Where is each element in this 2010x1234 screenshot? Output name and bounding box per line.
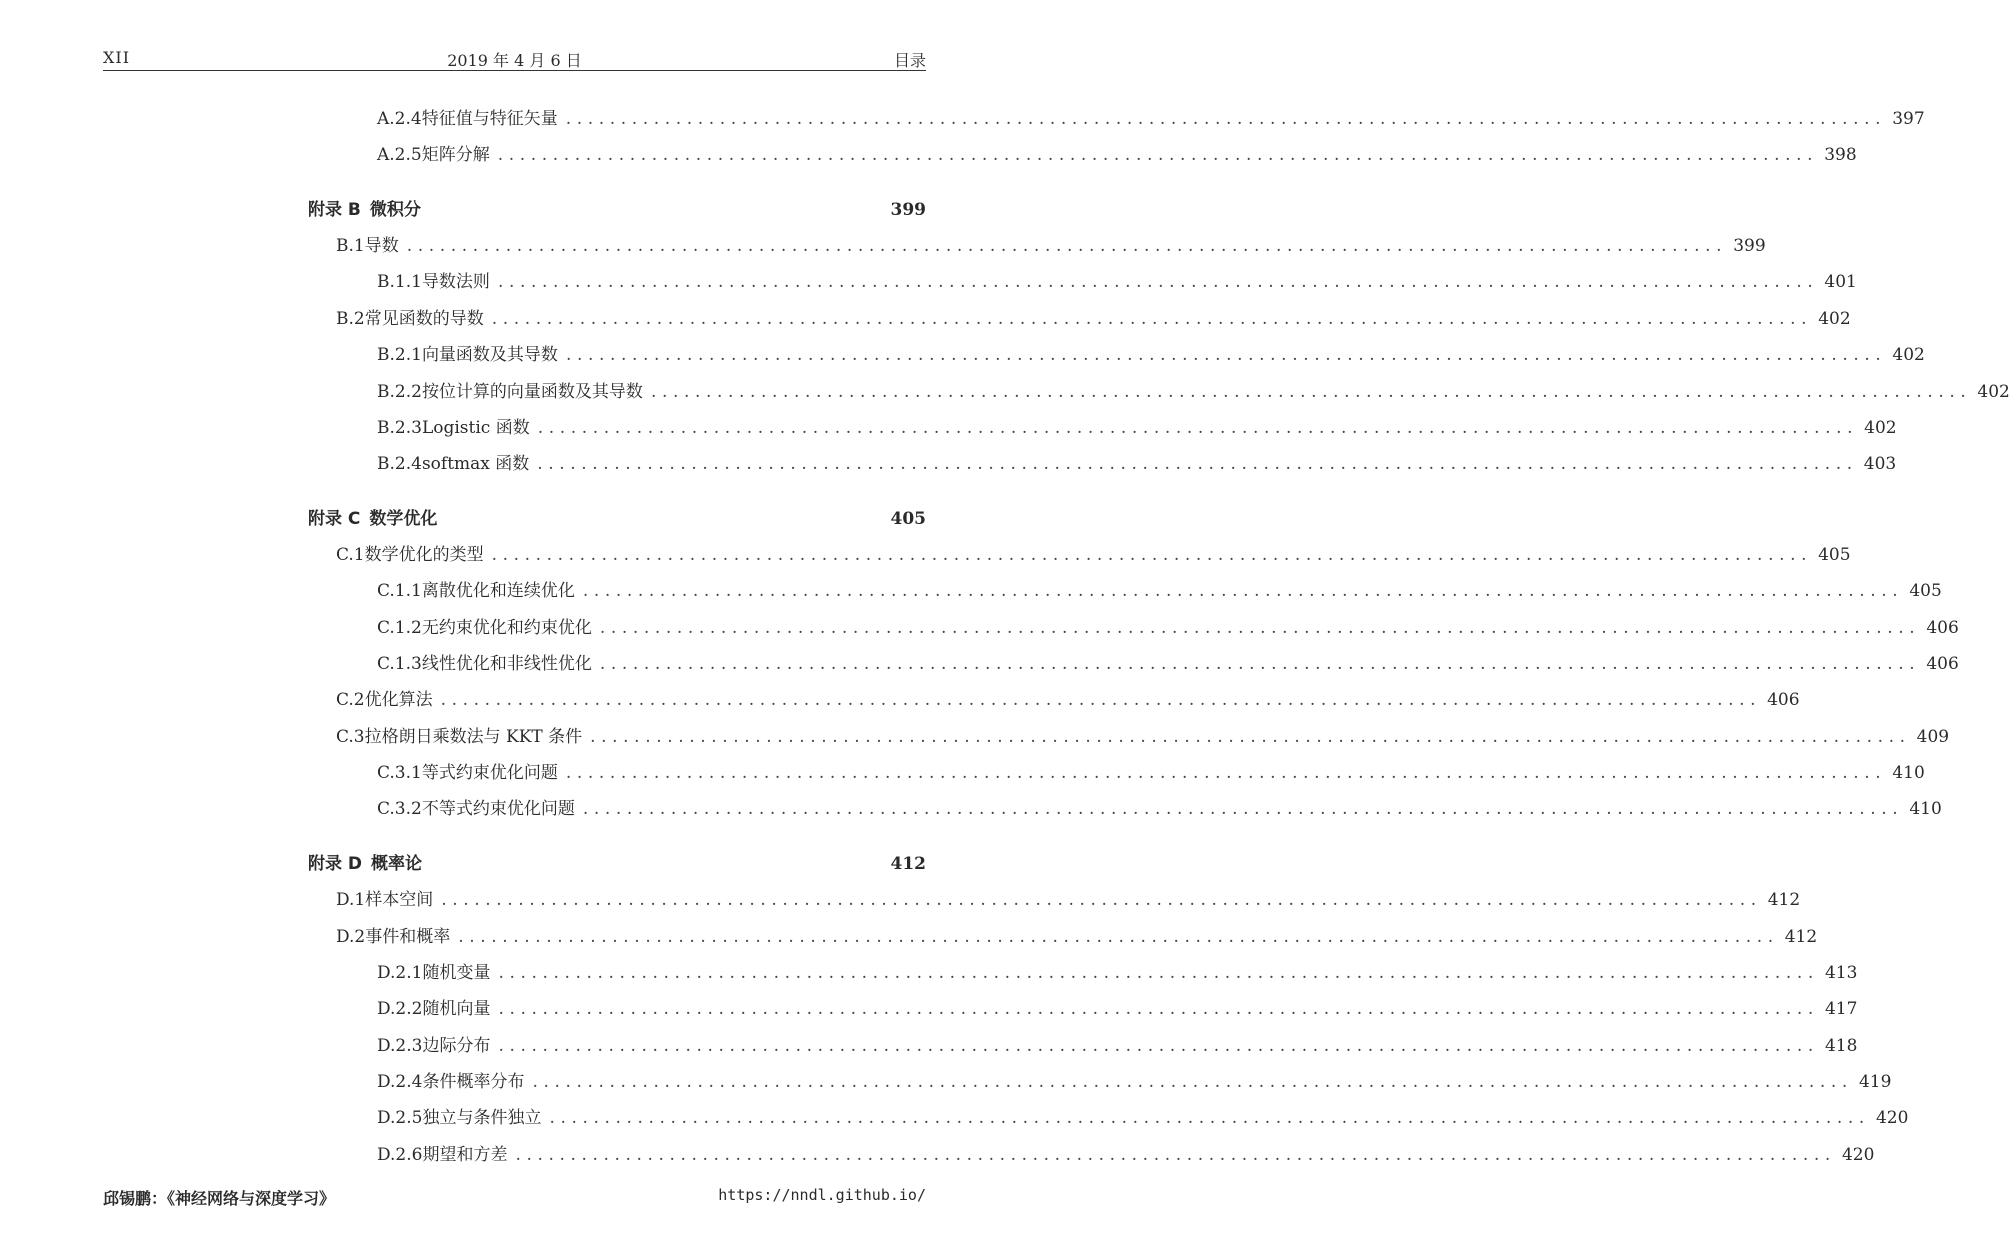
- toc-entry-title: 等式约束优化问题: [421, 763, 558, 783]
- header-date: 2019 年 4 月 6 日: [447, 51, 582, 70]
- toc-entry-page-number: 401: [1824, 272, 1857, 292]
- toc-entry-number: D.2: [336, 927, 366, 947]
- toc-entry-number: B.1.1: [377, 272, 422, 292]
- toc-entry-page-number: 406: [1767, 690, 1800, 710]
- toc-entry-title: 不等式约束优化问题: [421, 799, 575, 819]
- toc-entry-number: B.2.2: [377, 382, 422, 402]
- toc-entry-title: 事件和概率: [365, 927, 451, 947]
- toc-entry-page-number: 402: [1892, 345, 1925, 365]
- toc-entry-title: 导数法则: [421, 272, 490, 292]
- toc-entry-number: C.1.3: [377, 654, 422, 674]
- toc-leader-dots: ........................................................................................................................: [565, 345, 1887, 365]
- toc-entry-title: 微积分: [369, 200, 421, 220]
- toc-entry-number: C.3.1: [377, 763, 422, 783]
- toc-entry[interactable]: [377, 1031, 1858, 1057]
- toc-entry-number: B.2: [336, 309, 365, 329]
- footer-book-title: 邱锡鹏：《神经网络与深度学习》: [103, 1189, 336, 1208]
- toc-entry-number: D.2.1: [377, 963, 423, 983]
- toc-entry[interactable]: [336, 304, 1851, 330]
- toc-leader-dots: ........................................................................................................................: [532, 1072, 1853, 1092]
- toc-entry[interactable]: [336, 722, 1950, 748]
- toc-leader-dots: ........................................................................................................................: [491, 309, 1813, 329]
- toc-leader-dots: ........................................................................................................................: [599, 654, 1921, 674]
- toc-entry-title: 特征值与特征矢量: [421, 109, 558, 129]
- toc-entry-title: softmax 函数: [421, 454, 530, 474]
- toc-entry-number: A.2.5: [377, 145, 422, 165]
- toc-entry-number: D.1: [336, 890, 366, 910]
- toc-entry-number: D.2.2: [377, 999, 423, 1019]
- toc-leader-dots: ........................................................................................................................: [458, 927, 1779, 947]
- footer-url[interactable]: https://nndl.github.io/: [718, 1186, 926, 1204]
- toc-entry-page-number: 410: [1892, 763, 1925, 783]
- toc-entry-title: 概率论: [371, 854, 423, 874]
- toc-entry-title: 数学优化的类型: [364, 545, 484, 565]
- toc-entry-page-number: 398: [1824, 145, 1857, 165]
- toc-entry-title: 条件概率分布: [422, 1072, 525, 1092]
- toc-entry[interactable]: [377, 449, 1897, 475]
- toc-entry-title: 按位计算的向量函数及其导数: [421, 382, 643, 402]
- toc-entry[interactable]: [336, 885, 1801, 911]
- toc-entry-title: 无约束优化和约束优化: [421, 618, 592, 638]
- toc-entry-title: 优化算法: [364, 690, 433, 710]
- toc-entry-number: D.2.3: [377, 1036, 423, 1056]
- toc-leader-dots: ........................................................................................................................: [565, 109, 1887, 129]
- toc-leader-dots: ........................................................................................................................: [497, 272, 1819, 292]
- toc-leader-dots: ........................................................................................................................: [650, 382, 1972, 402]
- toc-entry-page-number: 406: [1926, 618, 1959, 638]
- toc-entry[interactable]: [377, 340, 1925, 366]
- toc-entry-page-number: 417: [1824, 999, 1858, 1019]
- toc-entry-title: 数学优化: [369, 509, 438, 529]
- toc-leader-dots: ........................................................................................................................: [549, 1108, 1870, 1128]
- toc-entry[interactable]: [377, 1067, 1892, 1093]
- toc-entry-page-number: 413: [1824, 963, 1858, 983]
- toc-chapter-entry[interactable]: [308, 849, 926, 875]
- toc-entry-title: 矩阵分解: [421, 145, 490, 165]
- page-footer: [103, 1186, 926, 1210]
- toc-entry-title: 期望和方差: [422, 1145, 508, 1165]
- toc-entry-number: C.3.2: [377, 799, 422, 819]
- toc-entry-number: 附录 B: [308, 200, 361, 220]
- toc-entry-title: 导数: [364, 236, 399, 256]
- toc-entry[interactable]: [377, 104, 1925, 130]
- toc-entry-number: D.2.5: [377, 1108, 423, 1128]
- toc-entry-page-number: 402: [1818, 309, 1851, 329]
- toc-entry-page-number: 419: [1858, 1072, 1892, 1092]
- toc-entry-title: 线性优化和非线性优化: [421, 654, 592, 674]
- toc-entry[interactable]: [377, 1140, 1875, 1166]
- toc-entry-page-number: 399: [1733, 236, 1766, 256]
- toc-leader-dots: ........................................................................................................................: [537, 418, 1859, 438]
- toc-entry-page-number: 409: [1916, 727, 1950, 747]
- toc-entry-number: B.2.4: [377, 454, 422, 474]
- toc-leader-dots: ........................................................................................................................: [599, 618, 1921, 638]
- toc-entry-title: 常见函数的导数: [364, 309, 484, 329]
- toc-entry-number: B.1: [336, 236, 365, 256]
- toc-leader-dots: ........................................................................................................................: [515, 1145, 1836, 1165]
- toc-entry-page-number: 420: [1875, 1108, 1909, 1128]
- toc-entry-number: D.2.6: [377, 1145, 423, 1165]
- toc-entry-page-number: 399: [890, 200, 926, 220]
- toc-entry-number: 附录 D: [308, 854, 363, 874]
- toc-entry[interactable]: [377, 576, 1942, 602]
- toc-leader-dots: ........................................................................................................................: [582, 799, 1904, 819]
- toc-leader-dots: ........................................................................................................................: [441, 890, 1762, 910]
- toc-entry[interactable]: [336, 922, 1818, 948]
- toc-entry[interactable]: [336, 231, 1766, 257]
- toc-leader-dots: ........................................................................................................................: [582, 581, 1904, 601]
- toc-chapter-entry[interactable]: [308, 195, 926, 221]
- toc-entry[interactable]: [377, 1103, 1909, 1129]
- toc-leader-dots: ........................................................................................................................: [497, 145, 1819, 165]
- toc-entry-number: C.3: [336, 727, 365, 747]
- toc-entry-page-number: 418: [1824, 1036, 1858, 1056]
- toc-entry-page-number: 420: [1841, 1145, 1875, 1165]
- toc-leader-dots: ........................................................................................................................: [590, 727, 1911, 747]
- toc-entry-number: B.2.3: [377, 418, 422, 438]
- toc-entry-title: 离散优化和连续优化: [421, 581, 575, 601]
- toc-leader-dots: ........................................................................................................................: [440, 690, 1762, 710]
- toc-entry[interactable]: [377, 140, 1857, 166]
- toc-leader-dots: ........................................................................................................................: [406, 236, 1728, 256]
- toc-entry[interactable]: [377, 377, 2010, 403]
- toc-entry-title: Logistic 函数: [421, 418, 530, 438]
- toc-entry-page-number: 405: [1909, 581, 1942, 601]
- toc-entry-page-number: 405: [890, 509, 926, 529]
- toc-entry-number: D.2.4: [377, 1072, 423, 1092]
- toc-entry-number: C.1: [336, 545, 365, 565]
- toc-entry-title: 拉格朗日乘数法与 KKT 条件: [364, 727, 583, 747]
- toc-entry-number: C.1.1: [377, 581, 422, 601]
- toc-leader-dots: ........................................................................................................................: [498, 1036, 1819, 1056]
- toc-entry[interactable]: [377, 994, 1858, 1020]
- toc-entry[interactable]: [377, 794, 1942, 820]
- toc-entry[interactable]: [377, 758, 1925, 784]
- toc-leader-dots: ........................................................................................................................: [498, 999, 1819, 1019]
- toc-entry-title: 随机向量: [422, 999, 491, 1019]
- toc-entry[interactable]: [336, 685, 1800, 711]
- toc-entry-title: 随机变量: [422, 963, 491, 983]
- toc-entry-title: 向量函数及其导数: [421, 345, 558, 365]
- toc-entry-title: 独立与条件独立: [422, 1108, 542, 1128]
- toc-entry-title: 边际分布: [422, 1036, 491, 1056]
- toc-entry-number: C.1.2: [377, 618, 422, 638]
- toc-leader-dots: ........................................................................................................................: [498, 963, 1819, 983]
- toc-entry-page-number: 403: [1863, 454, 1897, 474]
- toc-entry-number: C.2: [336, 690, 365, 710]
- toc-entry-page-number: 410: [1909, 799, 1942, 819]
- toc-leader-dots: ........................................................................................................................: [537, 454, 1858, 474]
- page-number-roman: XII: [103, 48, 131, 67]
- toc-leader-dots: ........................................................................................................................: [565, 763, 1887, 783]
- toc-entry-page-number: 397: [1892, 109, 1925, 129]
- header-section-title: 目录: [893, 51, 926, 70]
- toc-entry-page-number: 406: [1926, 654, 1959, 674]
- toc-entry[interactable]: [377, 613, 1959, 639]
- toc-entry[interactable]: [377, 958, 1858, 984]
- toc-chapter-entry[interactable]: [308, 504, 926, 530]
- toc-entry-page-number: 402: [1977, 382, 2010, 402]
- toc-entry[interactable]: [377, 649, 1959, 675]
- toc-entry[interactable]: [377, 413, 1897, 439]
- toc-entry-page-number: 412: [1767, 890, 1801, 910]
- toc-entry-page-number: 412: [890, 854, 926, 874]
- toc-entry-number: A.2.4: [377, 109, 422, 129]
- toc-entry-title: 样本空间: [365, 890, 434, 910]
- toc-entry-page-number: 405: [1818, 545, 1851, 565]
- toc-entry-page-number: 402: [1864, 418, 1897, 438]
- toc-entry[interactable]: [336, 540, 1851, 566]
- toc-entry-page-number: 412: [1784, 927, 1818, 947]
- toc-entry-number: 附录 C: [308, 509, 361, 529]
- toc-entry-number: B.2.1: [377, 345, 422, 365]
- toc-leader-dots: ........................................................................................................................: [491, 545, 1813, 565]
- toc-entry[interactable]: [377, 267, 1857, 293]
